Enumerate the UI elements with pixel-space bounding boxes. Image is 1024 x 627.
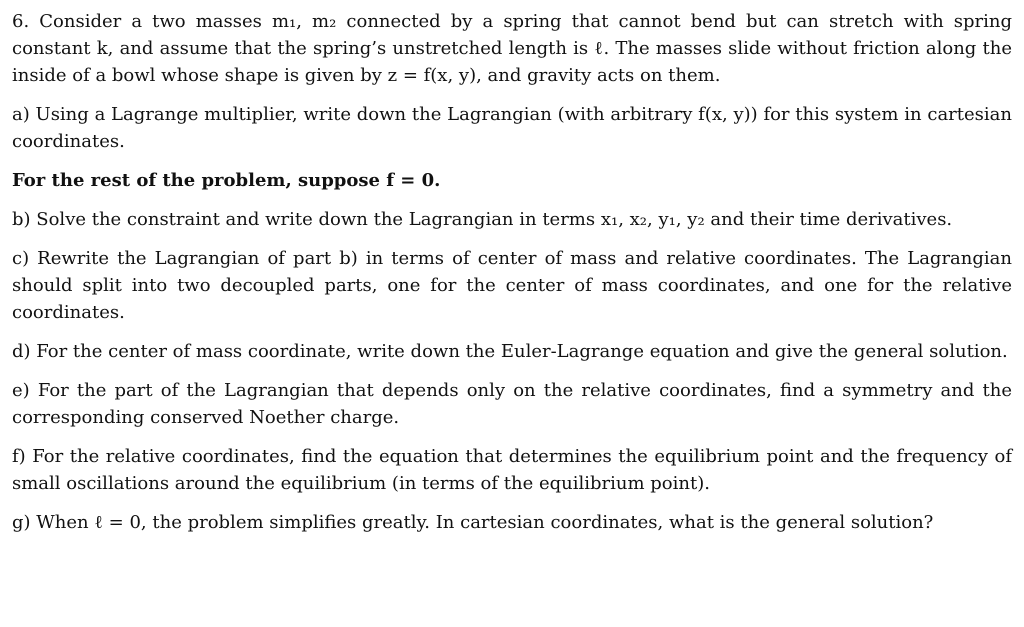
part-c: c) Rewrite the Lagrangian of part b) in terms of center of mass and relative coordinates. The Lagrangian should split into two decoupled parts, one for the center of mass coordinates, and one for the relative coordinates.	[12, 248, 1012, 323]
part-f: f) For the relative coordinates, find the equation that determines the equilibrium point and the frequency of small oscillations around the equilibrium (in terms of the equilibrium point).	[12, 446, 1012, 494]
part-b: b) Solve the constraint and write down the Lagrangian in terms x₁, x₂, y₁, y₂ and their time derivatives.	[12, 209, 953, 230]
part-e: e) For the part of the Lagrangian that depends only on the relative coordinates, find a symmetry and the corresponding conserved Noether charge.	[12, 380, 1012, 428]
part-d: d) For the center of mass coordinate, write down the Euler-Lagrange equation and give the general solution.	[12, 341, 1008, 362]
rest-of-problem-note: For the rest of the problem, suppose f = 0.	[12, 170, 441, 191]
part-g: g) When ℓ = 0, the problem simplifies greatly. In cartesian coordinates, what is the general solution?	[12, 512, 934, 533]
problem-intro: 6. Consider a two masses m₁, m₂ connected by a spring that cannot bend but can stretch with spring constant k, and assume that the spring’s unstretched length is ℓ. The masses slide without friction along the inside of a bowl whose shape is given by z = f(x, y), and gravity acts on them.	[12, 11, 1012, 86]
part-a: a) Using a Lagrange multiplier, write down the Lagrangian (with arbitrary f(x, y)) for this system in cartesian coordinates.	[12, 104, 1012, 152]
